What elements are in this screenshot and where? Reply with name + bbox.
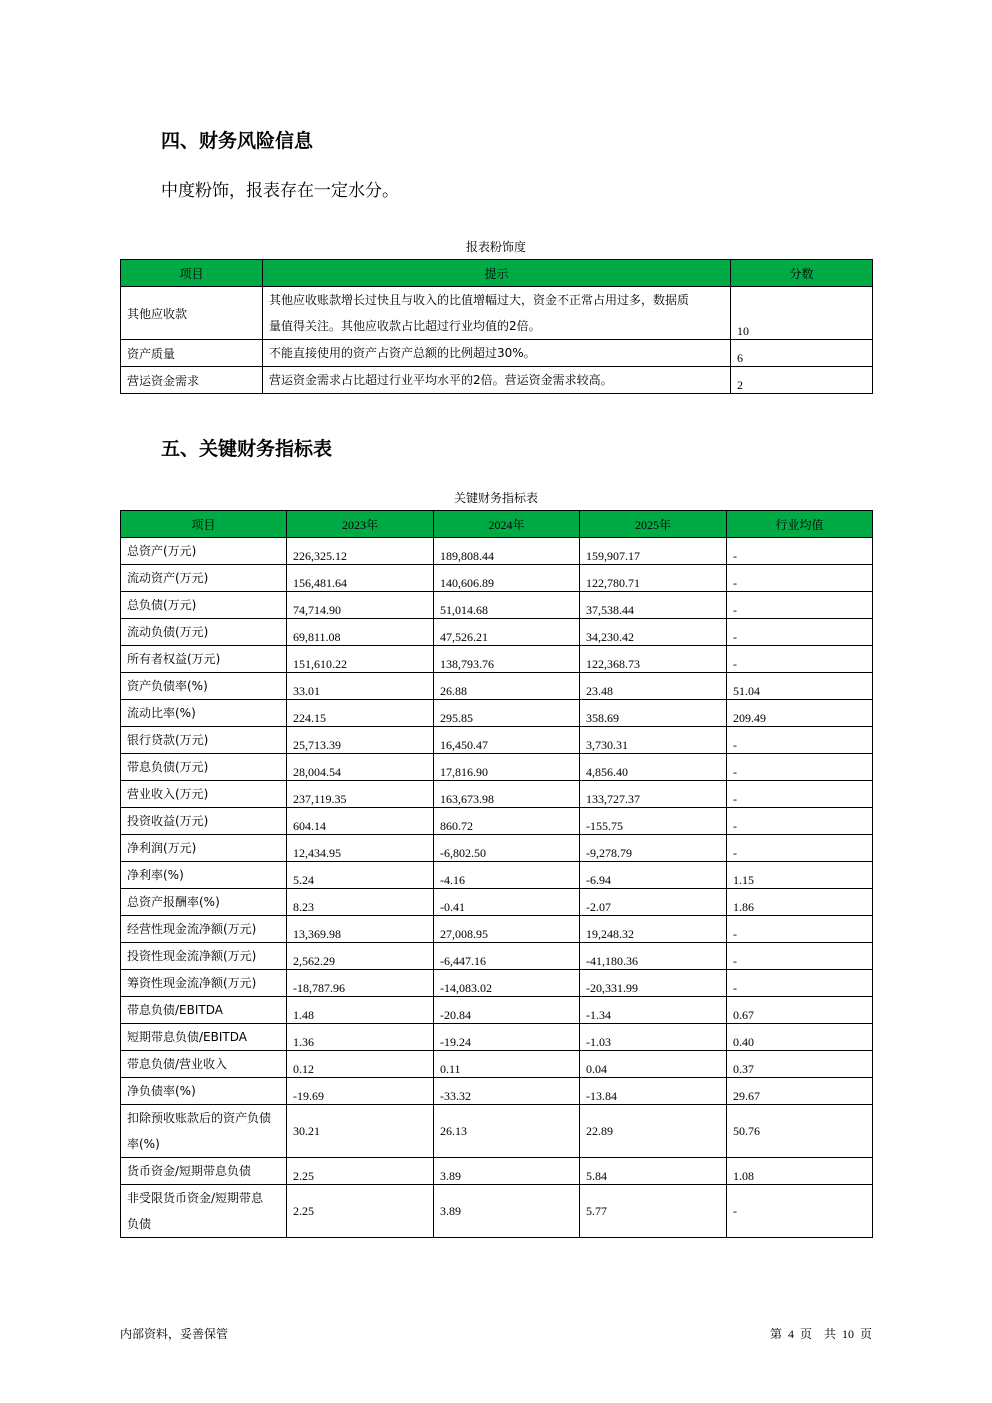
row-industry-avg: 209.49 [727, 700, 873, 727]
table-row [121, 287, 873, 340]
table-row [121, 340, 873, 367]
table-row [121, 997, 873, 1024]
row-value-2024: -14,083.02 [434, 970, 580, 997]
table-header-row [121, 260, 873, 287]
row-tip-line1: 其他应收账款增长过快且与收入的比值增幅过大，资金不正常占用过多，数据质 [269, 293, 690, 307]
row-value-2023: 2.25 [287, 1185, 434, 1238]
row-name-line1: 流动资产(万元) [127, 571, 209, 585]
row-name-line1: 营业收入(万元) [127, 787, 209, 801]
row-tip [263, 367, 731, 394]
page-number: 4 [787, 1327, 794, 1341]
row-industry-avg: 29.67 [727, 1078, 873, 1105]
row-value-2025: 358.69 [580, 700, 727, 727]
row-value-2025: 133,727.37 [580, 781, 727, 808]
header-score: 分数 [731, 260, 873, 287]
header-item: 项目 [121, 260, 263, 287]
table-row [121, 835, 873, 862]
row-tip-line2: 量值得关注。其他应收款占比超过行业均值的2倍。 [269, 319, 541, 333]
row-industry-avg: 1.08 [727, 1158, 873, 1185]
row-value-2024: 16,450.47 [434, 727, 580, 754]
header-tip: 提示 [263, 260, 731, 287]
table-row [121, 565, 873, 592]
page-mid: 页 共 [799, 1327, 836, 1341]
row-name [121, 592, 287, 619]
table-row [121, 700, 873, 727]
row-value-2024: -19.24 [434, 1024, 580, 1051]
row-name [121, 619, 287, 646]
row-value-2023: 226,325.12 [287, 538, 434, 565]
row-value-2024: 47,526.21 [434, 619, 580, 646]
row-name [121, 646, 287, 673]
row-score: 6 [731, 340, 873, 367]
row-value-2023: 604.14 [287, 808, 434, 835]
row-value-2024: 17,816.90 [434, 754, 580, 781]
row-value-2025: 34,230.42 [580, 619, 727, 646]
row-value-2023: 156,481.64 [287, 565, 434, 592]
row-industry-avg: - [727, 943, 873, 970]
row-value-2023: 151,610.22 [287, 646, 434, 673]
row-name-line1: 短期带息负债/EBITDA [127, 1030, 247, 1044]
row-name [121, 538, 287, 565]
row-name [121, 1078, 287, 1105]
indicator-table [120, 510, 873, 1238]
section4-summary: 中度粉饰，报表存在一定水分。 [161, 181, 399, 201]
table-row [121, 808, 873, 835]
row-value-2023: 12,434.95 [287, 835, 434, 862]
page-suffix: 页 [859, 1327, 872, 1341]
table-row [121, 1024, 873, 1051]
row-name-line1: 带息负债/营业收入 [127, 1057, 228, 1071]
row-value-2024: 26.13 [434, 1105, 580, 1158]
table-row [121, 889, 873, 916]
row-value-2023: 25,713.39 [287, 727, 434, 754]
row-value-2024: 163,673.98 [434, 781, 580, 808]
row-name [121, 727, 287, 754]
row-item: 营运资金需求 [121, 367, 263, 394]
row-value-2024: -33.32 [434, 1078, 580, 1105]
table-row [121, 367, 873, 394]
row-value-2025: 159,907.17 [580, 538, 727, 565]
row-value-2025: -6.94 [580, 862, 727, 889]
table-row [121, 727, 873, 754]
row-name [121, 1158, 287, 1185]
row-name-line1: 流动比率(%) [127, 706, 196, 720]
row-value-2023: 33.01 [287, 673, 434, 700]
row-name [121, 700, 287, 727]
row-value-2023: 2.25 [287, 1158, 434, 1185]
table-row [121, 1051, 873, 1078]
row-name-line1: 银行贷款(万元) [127, 733, 209, 747]
table-row [121, 781, 873, 808]
row-tip [263, 287, 731, 340]
row-industry-avg: - [727, 727, 873, 754]
page-prefix: 第 [769, 1327, 782, 1341]
row-name [121, 1024, 287, 1051]
row-industry-avg: - [727, 754, 873, 781]
row-name-line1: 投资收益(万元) [127, 814, 209, 828]
row-value-2025: -20,331.99 [580, 970, 727, 997]
row-value-2023: 74,714.90 [287, 592, 434, 619]
row-name-line1: 总负债(万元) [127, 598, 197, 612]
row-name-line1: 扣除预收账款后的资产负债 [127, 1111, 272, 1125]
header-item: 项目 [121, 511, 287, 538]
indicator-table-caption: 关键财务指标表 [453, 491, 538, 505]
row-name [121, 970, 287, 997]
row-value-2023: 2,562.29 [287, 943, 434, 970]
row-tip [263, 340, 731, 367]
row-value-2025: 0.04 [580, 1051, 727, 1078]
row-value-2025: -41,180.36 [580, 943, 727, 970]
row-value-2023: 28,004.54 [287, 754, 434, 781]
row-value-2025: -9,278.79 [580, 835, 727, 862]
row-value-2024: 3.89 [434, 1185, 580, 1238]
row-name [121, 916, 287, 943]
row-name-line1: 净利润(万元) [127, 841, 197, 855]
row-value-2025: -155.75 [580, 808, 727, 835]
table-row [121, 970, 873, 997]
row-industry-avg: 1.86 [727, 889, 873, 916]
row-value-2024: -0.41 [434, 889, 580, 916]
row-name-line1: 资产负债率(%) [127, 679, 208, 693]
row-value-2025: 37,538.44 [580, 592, 727, 619]
row-value-2025: 19,248.32 [580, 916, 727, 943]
whitewash-table [120, 259, 873, 394]
row-name-line1: 所有者权益(万元) [127, 652, 221, 666]
table-row [121, 538, 873, 565]
row-value-2025: 5.77 [580, 1185, 727, 1238]
row-name-line1: 非受限货币资金/短期带息 [127, 1191, 264, 1205]
row-value-2025: 122,780.71 [580, 565, 727, 592]
row-value-2023: 30.21 [287, 1105, 434, 1158]
row-name [121, 997, 287, 1024]
row-industry-avg: 0.40 [727, 1024, 873, 1051]
row-value-2025: -2.07 [580, 889, 727, 916]
row-industry-avg: - [727, 970, 873, 997]
row-value-2024: 295.85 [434, 700, 580, 727]
row-name [121, 1051, 287, 1078]
table-row [121, 754, 873, 781]
row-value-2023: 1.36 [287, 1024, 434, 1051]
row-industry-avg: 50.76 [727, 1105, 873, 1158]
row-value-2023: 237,119.35 [287, 781, 434, 808]
header-industry-avg: 行业均值 [727, 511, 873, 538]
page-total: 10 [841, 1327, 854, 1341]
row-industry-avg: - [727, 565, 873, 592]
row-name-line1: 带息负债/EBITDA [127, 1003, 223, 1017]
row-value-2023: -18,787.96 [287, 970, 434, 997]
section4-title: 四、财务风险信息 [161, 130, 314, 152]
row-name-line1: 净利率(%) [127, 868, 184, 882]
row-industry-avg: - [727, 916, 873, 943]
row-value-2025: 5.84 [580, 1158, 727, 1185]
row-score: 2 [731, 367, 873, 394]
row-industry-avg: - [727, 538, 873, 565]
row-name-line1: 投资性现金流净额(万元) [127, 949, 257, 963]
row-value-2025: 4,856.40 [580, 754, 727, 781]
table-header-row [121, 511, 873, 538]
row-value-2024: 140,606.89 [434, 565, 580, 592]
row-value-2023: 0.12 [287, 1051, 434, 1078]
header-2024: 2024年 [434, 511, 580, 538]
row-value-2025: 23.48 [580, 673, 727, 700]
row-item: 其他应收款 [121, 287, 263, 340]
row-value-2024: 138,793.76 [434, 646, 580, 673]
table-row [121, 592, 873, 619]
row-name [121, 943, 287, 970]
row-value-2023: 69,811.08 [287, 619, 434, 646]
row-tip-line1: 不能直接使用的资产占资产总额的比例超过30%。 [269, 346, 536, 360]
table-row [121, 1185, 873, 1238]
row-value-2023: 8.23 [287, 889, 434, 916]
table-row [121, 646, 873, 673]
row-industry-avg: - [727, 781, 873, 808]
footer-confidential: 内部资料，妥善保管 [120, 1327, 229, 1341]
row-industry-avg: 0.67 [727, 997, 873, 1024]
row-name [121, 862, 287, 889]
row-value-2025: 3,730.31 [580, 727, 727, 754]
row-name [121, 781, 287, 808]
row-name-line1: 流动负债(万元) [127, 625, 209, 639]
row-name-line1: 筹资性现金流净额(万元) [127, 976, 257, 990]
row-value-2025: -1.03 [580, 1024, 727, 1051]
row-name-line1: 净负债率(%) [127, 1084, 196, 1098]
row-industry-avg: 0.37 [727, 1051, 873, 1078]
row-value-2024: 51,014.68 [434, 592, 580, 619]
row-value-2024: -6,447.16 [434, 943, 580, 970]
row-value-2024: 26.88 [434, 673, 580, 700]
row-industry-avg: - [727, 1185, 873, 1238]
row-value-2024: 3.89 [434, 1158, 580, 1185]
row-value-2024: 860.72 [434, 808, 580, 835]
row-name-line1: 总资产(万元) [127, 544, 197, 558]
row-name [121, 1105, 287, 1158]
row-name-line1: 经营性现金流净额(万元) [127, 922, 257, 936]
whitewash-table-caption: 报表粉饰度 [465, 240, 526, 254]
row-value-2024: 189,808.44 [434, 538, 580, 565]
row-industry-avg: - [727, 835, 873, 862]
footer-page-indicator [770, 1325, 872, 1342]
row-value-2024: 0.11 [434, 1051, 580, 1078]
row-industry-avg: - [727, 646, 873, 673]
row-name [121, 754, 287, 781]
row-score: 10 [731, 287, 873, 340]
header-2025: 2025年 [580, 511, 727, 538]
row-value-2024: -6,802.50 [434, 835, 580, 862]
table-row [121, 1078, 873, 1105]
row-value-2024: -20.84 [434, 997, 580, 1024]
table-row [121, 673, 873, 700]
row-industry-avg: 51.04 [727, 673, 873, 700]
row-value-2023: -19.69 [287, 1078, 434, 1105]
row-industry-avg: - [727, 619, 873, 646]
row-value-2023: 224.15 [287, 700, 434, 727]
row-name-line2: 负债 [127, 1217, 152, 1231]
row-name-line1: 带息负债(万元) [127, 760, 209, 774]
row-value-2024: 27,008.95 [434, 916, 580, 943]
row-name [121, 889, 287, 916]
row-name [121, 835, 287, 862]
row-name [121, 1185, 287, 1238]
row-name [121, 673, 287, 700]
row-value-2023: 5.24 [287, 862, 434, 889]
row-value-2023: 1.48 [287, 997, 434, 1024]
table-row [121, 943, 873, 970]
table-row [121, 862, 873, 889]
row-name-line1: 总资产报酬率(%) [127, 895, 220, 909]
row-value-2025: -1.34 [580, 997, 727, 1024]
table-row [121, 619, 873, 646]
row-tip-line1: 营运资金需求占比超过行业平均水平的2倍。营运资金需求较高。 [269, 373, 613, 387]
row-name-line1: 货币资金/短期带息负债 [127, 1164, 252, 1178]
section5-title: 五、关键财务指标表 [161, 438, 333, 460]
row-industry-avg: - [727, 808, 873, 835]
table-row [121, 916, 873, 943]
row-name [121, 565, 287, 592]
row-item: 资产质量 [121, 340, 263, 367]
row-value-2025: 122,368.73 [580, 646, 727, 673]
row-name-line2: 率(%) [127, 1137, 160, 1151]
row-value-2023: 13,369.98 [287, 916, 434, 943]
table-row [121, 1105, 873, 1158]
row-value-2025: 22.89 [580, 1105, 727, 1158]
row-name [121, 808, 287, 835]
row-industry-avg: - [727, 592, 873, 619]
header-2023: 2023年 [287, 511, 434, 538]
row-value-2025: -13.84 [580, 1078, 727, 1105]
table-row [121, 1158, 873, 1185]
row-industry-avg: 1.15 [727, 862, 873, 889]
row-value-2024: -4.16 [434, 862, 580, 889]
